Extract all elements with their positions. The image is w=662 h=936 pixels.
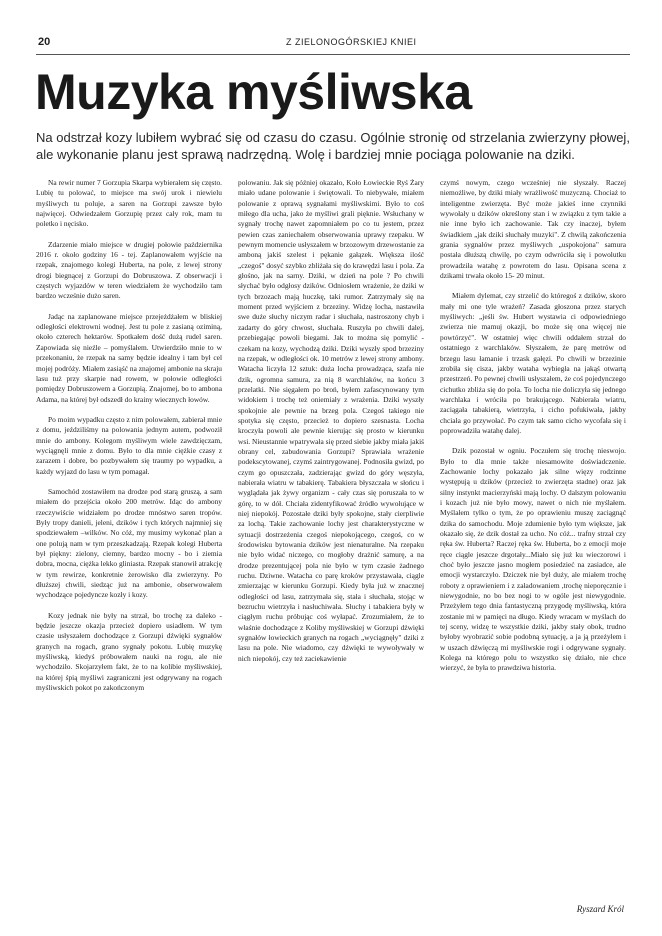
author-signature: Ryszard Król — [576, 904, 624, 914]
paragraph: Na rewir numer 7 Gorzupia Skarpa wybierałem się często. Lubię tu polować, to miejsce ma swój urok i niewielu myśliwych tu poluje, a saren na Gorzupi zawsze było najwięcej. Odwiedzałem Gorzupię przez cały rok, mam tu poletko i nęcisko. — [36, 178, 222, 229]
article-title: Muzyka myśliwska — [35, 64, 472, 120]
article-body — [36, 178, 626, 908]
header-rule — [36, 54, 630, 55]
text-column-3 — [440, 178, 626, 908]
paragraph: Miałem dylemat, czy strzelić do któregoś z dzików, skoro mały mi one tyle wrażeń? Zasada głoszona przez starych myśliwych: „jeśli św. Hubert wystawia ci odpowiedniego zwierza nie mamuj okazji, bo może się ona więcej nie powtórzyć". W ostatniej więc chwili oddałem strzał do ostatniego z warchlaków. Słyszałem, że parę metrów od brzegu lasu łamanie i trzask gałęzi. Po chwili w brzezinie zrobiła się cisza, jakby wataha wybiegła na jakąś otwartą przestrzeń. Po pewnej chwili usłyszałem, że coś pojedynczego cichutko zbliża się do pola. To locha nie doliczyła się jednego warchlaka i wróciła po brakującego. Nabierała wiatru, zaciągała tabakierą, wietrzyła, i cicho pofukiwała, jakby chciała go przywołać. Po czym tak samo cicho wycofała się i poprowadziła watahę dalej. — [440, 291, 626, 435]
text-column-2 — [238, 178, 424, 908]
paragraph: Kozy jednak nie były na strzał, bo trochę za daleko - będzie jeszcze okazja przecież dopiero usiadłem. W tym czasie usłyszałem dochodzące z Gorzupi dźwięki sygnałów granych na rogach, grano sygnały pokotu. Lubię muzykę myśliwską, kiedyś próbowałem nauki na rogu, ale nie wychodziło. Skojarzyłem fakt, że to na kolibie myśliwskiej, na której śpią myśliwi zagraniczni jest odgrywany na rogach myśliwskich pokot po zakończonym — [36, 610, 222, 693]
page-header — [38, 36, 630, 52]
paragraph: Jadąc na zaplanowane miejsce przejeżdżałem w bliskiej odległości elektrowni wodnej. Jest tu pole z zasianą oziminą, około czterech hektarów. Spotkałem dość dużą rudel saren. Zapowiada się nieźle – pomyślałem. Utwierdziło mnie to w przekonaniu, że rzepak na samy będzie idealny i tam był cel mojej podróży. Miałem zasiąść na znajomej ambonie na skraju lasu tuż przy skarpie nad rowem, w połowie odległości pomiędzy Dobruszowem a Gorzupią. Znajomej, bo to ambona Adama, na której był odszedł do krainy wiecznych łowów. — [36, 311, 222, 404]
paragraph: Po moim wypadku często z nim polowałem, zabierał mnie z domu, jeździliśmy na polowania jednym autem, podwoził mnie do ambony. Kolegom myśliwym wiele zawdzięczam, wyciągnęli mnie z domu. Było to dla mnie ciężkie czasy z zarazem i dobre, bo pozbywałem się traumy po wypadku, a każdy wyjazd do lasu w tym pomagał. — [36, 414, 222, 476]
running-head: Z ZIELONOGÓRSKIEJ KNIEI — [286, 37, 417, 47]
paragraph: Zdarzenie miało miejsce w drugiej połowie października 2016 r. około godziny 16 - tej. Zaplanowałem wyjście na rzepak, znajomego kolegi Huberta, na pole, z lewej strony drogi biegnącej z Gorzupi do Dobruszowa. Z obserwacji i częstych wyjazdów w teren wiedziałem że wychodziło tam bardzo wcześnie dużo saren. — [36, 239, 222, 301]
page-number: 20 — [38, 36, 51, 48]
paragraph: Dzik pozostał w ogniu. Poczułem się trochę nieswojo. Było to dla mnie także niesamowite doświadczenie. Zachowanie lochy pokazało jak silne więzy rodzinne występują u dzików (przecież to zwierzęta stadne) oraz jak silny instynkt macierzyński mają lochy. O dalszym polowaniu i kozach już nie było mowy, nawet o nich nie myślałem. Myślałem tylko o tym, że po oprawieniu muszę zaciągnąć dzika do samochodu. Moje zdumienie było tym większe, jak okazało się, że dzik dostał za ucho. No cóż... trafny strzał czy ręka św. Huberta? Raczej ręka św. Huberta, bo z emocji moje ręce ciągle jeszcze drgotały...Miało się już ku wieczorowi i choć było jeszcze jasno mogłem posiedzieć na zasiadce, ale emocji wystarczyło. Dziczek nie był duży, ale miałem trochę roboty z oprawieniem i z załadowaniem ,trochę nieporęcznie i niewygodnie, no bo bez nogi to w ogóle jest niewygodnie. Przeżyłem tego dnia fantastyczną przygodę myśliwską, która zostanie mi w pamięci na długo. Kiedy wracam w myślach do tej sceny, widzę te wszystkie dziki, jakby stały obok, trudno byłoby wyobrazić sobie podobną sytuację, a ja ją przeżyłem i w uszach dźwięczą mi myśliwskie rogi i odgrywane sygnały. Kolega na którego polu to wszystko się działo, nie chce wierzyć, że była to prawdziwa historia. — [440, 446, 626, 673]
paragraph: Samochód zostawiłem na drodze pod starą gruszą, a sam miałem do przejścia około 200 metrów. Idąc do ambony rzeczywiście widziałem po drodze mnóstwo saren tropów. Były tropy danieli, jeleni, dzików i tych których najmniej się spodziewałem –wilków. No cóż, my musimy wykonać plan a one polują nam w tym przeszkadzają. Rzepak kolegi Huberta był piękny: zielony, ciemny, bardzo mocny - bo i ziemia dobra, mocna, ciężka lekko gliniasta. Rzepak stanowił atrakcję w tym rewirze, konkretnie żerowisko dla zwierzyny. Po dłuższej chwili, siedząc już na ambonie, obserwowałem wychodzące pojedyncze kozły i kozy. — [36, 486, 222, 600]
article-lead: Na odstrzał kozy lubiłem wybrać się od czasu do czasu. Ogólnie stronię od strzelania zwierzyny płowej, ale wykonanie planu jest sprawą nadrzędną. Wolę i bardziej mnie pociąga polowanie na dziki. — [36, 130, 630, 162]
paragraph: czymś nowym, czego wcześniej nie słyszały. Raczej niemożliwe, by dziki miały wrażliwość muzyczną. Chociaż to inteligentne zwierzęta. Być może jakieś inne czynniki wywołały u dzików określony stan i w związku z tym takie a nie inne było ich zachowanie. Tak czy inaczej, byłem świadkiem „jak dziki słuchały muzyki". Z chwilą zakończenia grania sygnałów przez myśliwych „uspokojona" samura postała dłuższą chwilę, po czym odwróciła się i powolutku prowadziła watahę z powrotem do lasu. Opisana scena z dzikami trwała około 15- 20 minut. — [440, 178, 626, 281]
paragraph: polowaniu. Jak się później okazało, Koło Łowieckie Ryś Żary miało udane polowanie i świętowali. To niebywałe, miałem polowanie z oprawą sygnałami myśliwskimi. Było to coś miłego dla ucha, jako że myśliwi grali pięknie. Wsłuchany w sygnały trochę nawet zapomniałem po co tu jestem, przez pewien czas zaniechałem obserwowania uprawy rzepaku. W pewnym momencie usłyszałem w brzozowym drzewostanie za amboną jakiś szelest i pękanie gałązek. Większa ilość „czegoś" dosyć szybko zbliżała się do krawędzi lasu i pola. Za głośno, jak na sarny. Dziki, w dzień na pole ? Po chwili słychać było odgłosy dzików. Odniosłem wrażenie, że dziki w tych brzozach mają huczkę, taki rumor. Zatrzymały się na moment przed wyjściem z brzeziny. Widzę locha, nastawiła swe duże słuchy niczym radar i słuchała, nastroszony chyb i zadarty do góry chwost, słuchała. Ruszyła po chwili dalej, przebiegając powoli biegami. Jak to można się pomylić - czekam na kozy, wychodzą dziki. Dziki wyszły spod brzeziny na rzepak, w odległości ok. 10 metrów z lewej strony ambony. Watacha liczyła 12 sztuk: duża locha prowadząca, szafa nie dzik, ogromna samura, za nią 8 warchlaków, na końcu 3 przelatki. Nie sięgałem po broń, byłem zafascynowany tym widokiem i trochę też oniemiały z wrażenia. Dziki wyszły spokojnie ale pewnie na brzeg pola. Czegoś takiego nie spotyka się często, przecież to dopiero szesnasta. Locha kroczyła powoli ale pewnie kierując się prosto w kierunku wsi. Nieustannie wpatrywała się przed siebie jakby miała jakiś obrany cel, zabudowania Gorzupi? Sprawiała wrażenie podekscytowanej, czymś zaintrygowanej. Podnosiła gwizd, po czym go opuszczała, zadzierając gwizd do góry węszyła, nabierała wiatru w tabakierę. Tabakiera błyszczała w słońcu i wyglądała jak żywy organizm - cały czas się poruszała to w górę, to w dół. Chciała zidentyfikować źródło wywołujące w niej niepokój. Pozostałe dziki były spokojne, stały cierpliwie za lochą. Takie zachowanie lochy jest charakterystyczne w sytuacji dostrzeżenia czegoś niepokojącego, czegoś, co w środowisku bytowania dzików jest nienaturalne. Na rzepaku nie było widać niczego, co mogłoby drażnić samurę, a na drodze prezentującej pola nie było w tym czasie żadnego ruchu. Dziwne. Watacha co parę kroków przystawała, ciągle zmierzając w kierunku Gorzupi. Kiedy była już w znacznej odległości od lasu, zatrzymała się, stała i słuchała, stojąc w bezruchu wietrzyła i nasłuchiwała. Słuchy i tabakiera były w ciągłym ruchu próbując coś wyłapać. Zrozumiałem, że to właśnie dochodzące z Koliby myśliwskiej w Gorzupi dźwięki sygnałów łowieckich granych na rogach „wyciągnęły" dziki z lasu na pole. Nie wiadomo, czy dźwięki te wywoływały w nich niepokój, czy też zaciekawienie — [238, 178, 424, 663]
text-column-1 — [36, 178, 222, 908]
